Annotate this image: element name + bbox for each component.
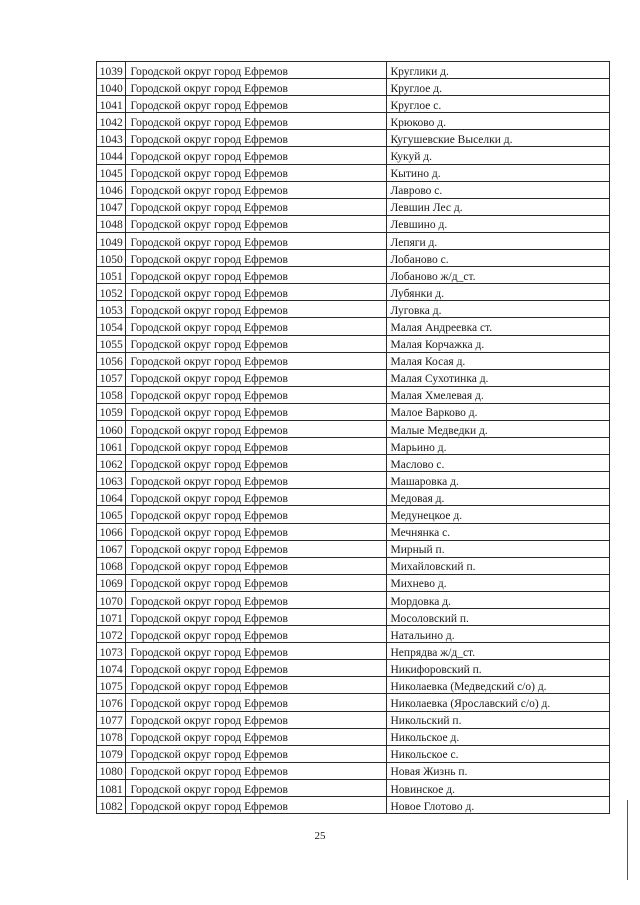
row-number: 1079	[97, 745, 126, 762]
row-number: 1065	[97, 506, 126, 523]
row-number: 1068	[97, 557, 126, 574]
district-cell: Городской округ город Ефремов	[126, 181, 386, 198]
settlement-cell: Мосоловский п.	[386, 609, 610, 626]
table-row	[97, 284, 610, 301]
row-number: 1054	[97, 318, 126, 335]
row-number: 1070	[97, 591, 126, 608]
table-row	[97, 797, 610, 814]
table-row	[97, 301, 610, 318]
table-row	[97, 113, 610, 130]
row-number: 1053	[97, 301, 126, 318]
district-cell: Городской округ город Ефремов	[126, 318, 386, 335]
district-cell: Городской округ город Ефремов	[126, 198, 386, 215]
district-cell: Городской округ город Ефремов	[126, 369, 386, 386]
district-cell: Городской округ город Ефремов	[126, 301, 386, 318]
row-number: 1080	[97, 762, 126, 779]
district-cell: Городской округ город Ефремов	[126, 557, 386, 574]
district-cell: Городской округ город Ефремов	[126, 113, 386, 130]
settlement-cell: Лепяги д.	[386, 232, 610, 249]
settlement-cell: Лобаново ж/д_ст.	[386, 267, 610, 284]
district-cell: Городской округ город Ефремов	[126, 574, 386, 591]
table-row	[97, 779, 610, 796]
district-cell: Городской округ город Ефремов	[126, 79, 386, 96]
district-cell: Городской округ город Ефремов	[126, 677, 386, 694]
settlement-cell: Левшин Лес д.	[386, 198, 610, 215]
row-number: 1047	[97, 198, 126, 215]
page-number: 25	[314, 830, 326, 842]
row-number: 1046	[97, 181, 126, 198]
row-number: 1066	[97, 523, 126, 540]
settlement-cell: Малая Косая д.	[386, 352, 610, 369]
settlement-cell: Марьино д.	[386, 438, 610, 455]
row-number: 1055	[97, 335, 126, 352]
settlement-table	[96, 61, 610, 814]
settlement-cell: Луговка д.	[386, 301, 610, 318]
row-number: 1063	[97, 472, 126, 489]
settlement-cell: Новая Жизнь п.	[386, 762, 610, 779]
district-cell: Городской округ город Ефремов	[126, 62, 386, 79]
district-cell: Городской округ город Ефремов	[126, 762, 386, 779]
table-row	[97, 62, 610, 79]
table-row	[97, 574, 610, 591]
table-row	[97, 660, 610, 677]
row-number: 1075	[97, 677, 126, 694]
settlement-cell: Малая Хмелевая д.	[386, 386, 610, 403]
table-row	[97, 96, 610, 113]
settlement-cell: Крюково д.	[386, 113, 610, 130]
table-row	[97, 438, 610, 455]
row-number: 1044	[97, 147, 126, 164]
settlement-cell: Николаевка (Медведский с/о) д.	[386, 677, 610, 694]
settlement-cell: Новинское д.	[386, 779, 610, 796]
row-number: 1039	[97, 62, 126, 79]
settlement-cell: Лаврово с.	[386, 181, 610, 198]
row-number: 1069	[97, 574, 126, 591]
district-cell: Городской округ город Ефремов	[126, 232, 386, 249]
row-number: 1059	[97, 403, 126, 420]
table-row	[97, 403, 610, 420]
table-row	[97, 267, 610, 284]
row-number: 1041	[97, 96, 126, 113]
district-cell: Городской округ город Ефремов	[126, 626, 386, 643]
table-row	[97, 79, 610, 96]
district-cell: Городской округ город Ефремов	[126, 164, 386, 181]
district-cell: Городской округ город Ефремов	[126, 130, 386, 147]
table-row	[97, 489, 610, 506]
row-number: 1048	[97, 215, 126, 232]
row-number: 1040	[97, 79, 126, 96]
row-number: 1064	[97, 489, 126, 506]
table-row	[97, 420, 610, 437]
table-row	[97, 250, 610, 267]
settlement-cell: Круглики д.	[386, 62, 610, 79]
table-row	[97, 147, 610, 164]
district-cell: Городской округ город Ефремов	[126, 472, 386, 489]
district-cell: Городской округ город Ефремов	[126, 540, 386, 557]
row-number: 1077	[97, 711, 126, 728]
district-cell: Городской округ город Ефремов	[126, 797, 386, 814]
table-row	[97, 369, 610, 386]
district-cell: Городской округ город Ефремов	[126, 609, 386, 626]
settlement-cell: Левшино д.	[386, 215, 610, 232]
district-cell: Городской округ город Ефремов	[126, 215, 386, 232]
district-cell: Городской округ город Ефремов	[126, 694, 386, 711]
district-cell: Городской округ город Ефремов	[126, 96, 386, 113]
table-row	[97, 677, 610, 694]
settlement-cell: Кукуй д.	[386, 147, 610, 164]
district-cell: Городской округ город Ефремов	[126, 420, 386, 437]
row-number: 1067	[97, 540, 126, 557]
district-cell: Городской округ город Ефремов	[126, 147, 386, 164]
settlement-cell: Малые Медведки д.	[386, 420, 610, 437]
settlement-cell: Лубянки д.	[386, 284, 610, 301]
row-number: 1042	[97, 113, 126, 130]
district-cell: Городской округ город Ефремов	[126, 335, 386, 352]
settlement-cell: Малая Андреевка ст.	[386, 318, 610, 335]
table-row	[97, 694, 610, 711]
row-number: 1082	[97, 797, 126, 814]
settlement-cell: Кугушевские Выселки д.	[386, 130, 610, 147]
row-number: 1062	[97, 455, 126, 472]
table-row	[97, 523, 610, 540]
table-row	[97, 540, 610, 557]
row-number: 1057	[97, 369, 126, 386]
table-row	[97, 643, 610, 660]
table-row	[97, 711, 610, 728]
table-row	[97, 215, 610, 232]
settlement-cell: Кытино д.	[386, 164, 610, 181]
district-cell: Городской округ город Ефремов	[126, 352, 386, 369]
row-number: 1071	[97, 609, 126, 626]
district-cell: Городской округ город Ефремов	[126, 643, 386, 660]
row-number: 1072	[97, 626, 126, 643]
row-number: 1081	[97, 779, 126, 796]
settlement-cell: Машаровка д.	[386, 472, 610, 489]
table-row	[97, 557, 610, 574]
settlement-table-body	[97, 62, 610, 814]
row-number: 1043	[97, 130, 126, 147]
settlement-cell: Лобаново с.	[386, 250, 610, 267]
district-cell: Городской округ город Ефремов	[126, 506, 386, 523]
table-row	[97, 232, 610, 249]
row-number: 1060	[97, 420, 126, 437]
settlement-cell: Круглое с.	[386, 96, 610, 113]
settlement-cell: Медунецкое д.	[386, 506, 610, 523]
district-cell: Городской округ город Ефремов	[126, 489, 386, 506]
settlement-cell: Малое Варково д.	[386, 403, 610, 420]
table-row	[97, 335, 610, 352]
row-number: 1078	[97, 728, 126, 745]
row-number: 1045	[97, 164, 126, 181]
table-row	[97, 455, 610, 472]
settlement-cell: Натальино д.	[386, 626, 610, 643]
settlement-cell: Никифоровский п.	[386, 660, 610, 677]
table-row	[97, 762, 610, 779]
district-cell: Городской округ город Ефремов	[126, 779, 386, 796]
settlement-cell: Никольское д.	[386, 728, 610, 745]
table-row	[97, 181, 610, 198]
settlement-cell: Мордовка д.	[386, 591, 610, 608]
settlement-cell: Медовая д.	[386, 489, 610, 506]
table-row	[97, 198, 610, 215]
row-number: 1056	[97, 352, 126, 369]
row-number: 1050	[97, 250, 126, 267]
row-number: 1074	[97, 660, 126, 677]
table-row	[97, 591, 610, 608]
table-row	[97, 164, 610, 181]
settlement-cell: Михайловский п.	[386, 557, 610, 574]
district-cell: Городской округ город Ефремов	[126, 455, 386, 472]
settlement-cell: Новое Глотово д.	[386, 797, 610, 814]
district-cell: Городской округ город Ефремов	[126, 284, 386, 301]
row-number: 1061	[97, 438, 126, 455]
row-number: 1051	[97, 267, 126, 284]
district-cell: Городской округ город Ефремов	[126, 591, 386, 608]
table-row	[97, 318, 610, 335]
settlement-cell: Николаевка (Ярославский с/о) д.	[386, 694, 610, 711]
settlement-cell: Мирный п.	[386, 540, 610, 557]
settlement-cell: Михнево д.	[386, 574, 610, 591]
settlement-cell: Непрядва ж/д_ст.	[386, 643, 610, 660]
table-row	[97, 386, 610, 403]
district-cell: Городской округ город Ефремов	[126, 660, 386, 677]
district-cell: Городской округ город Ефремов	[126, 523, 386, 540]
table-row	[97, 745, 610, 762]
settlement-cell: Маслово с.	[386, 455, 610, 472]
district-cell: Городской округ город Ефремов	[126, 745, 386, 762]
district-cell: Городской округ город Ефремов	[126, 438, 386, 455]
district-cell: Городской округ город Ефремов	[126, 728, 386, 745]
table-row	[97, 130, 610, 147]
table-row	[97, 626, 610, 643]
row-number: 1049	[97, 232, 126, 249]
settlement-cell: Малая Корчажка д.	[386, 335, 610, 352]
table-row	[97, 472, 610, 489]
row-number: 1076	[97, 694, 126, 711]
row-number: 1058	[97, 386, 126, 403]
district-cell: Городской округ город Ефремов	[126, 267, 386, 284]
district-cell: Городской округ город Ефремов	[126, 711, 386, 728]
table-row	[97, 728, 610, 745]
row-number: 1073	[97, 643, 126, 660]
scan-margin-line	[627, 800, 628, 880]
district-cell: Городской округ город Ефремов	[126, 403, 386, 420]
row-number: 1052	[97, 284, 126, 301]
district-cell: Городской округ город Ефремов	[126, 250, 386, 267]
settlement-cell: Никольский п.	[386, 711, 610, 728]
settlement-cell: Мечнянка с.	[386, 523, 610, 540]
table-row	[97, 352, 610, 369]
settlement-cell: Никольское с.	[386, 745, 610, 762]
settlement-cell: Малая Сухотинка д.	[386, 369, 610, 386]
table-row	[97, 609, 610, 626]
table-row	[97, 506, 610, 523]
district-cell: Городской округ город Ефремов	[126, 386, 386, 403]
settlement-cell: Круглое д.	[386, 79, 610, 96]
